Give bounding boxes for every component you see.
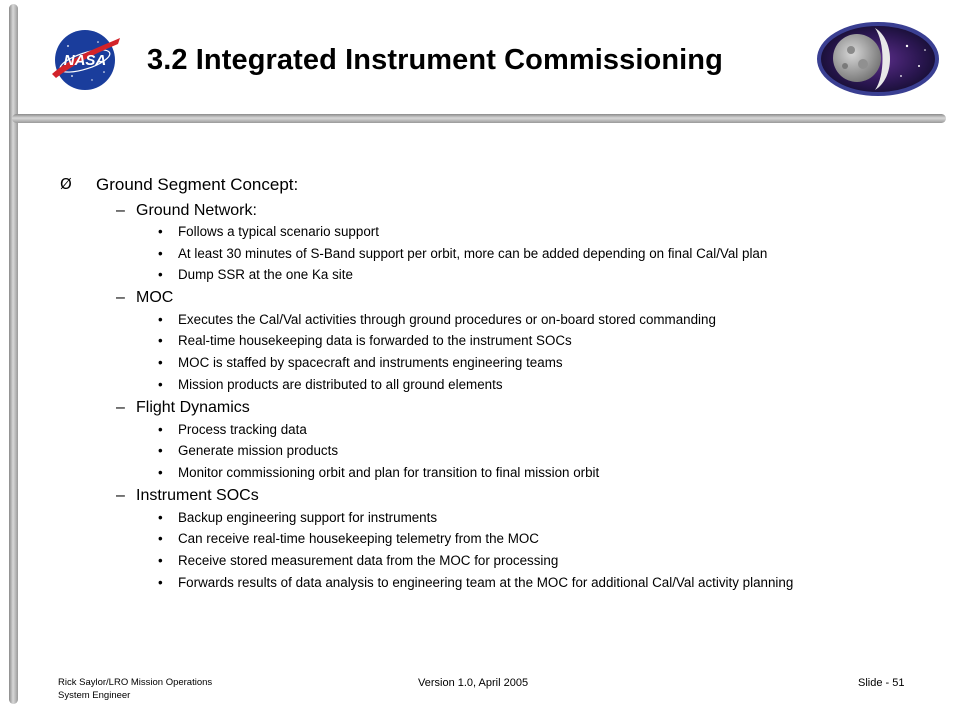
- list-item-text: Monitor commissioning orbit and plan for transition to final mission orbit: [178, 465, 600, 480]
- bullet-dot: •: [158, 224, 163, 239]
- footer-version: Version 1.0, April 2005: [418, 677, 529, 689]
- list-item-text: Dump SSR at the one Ka site: [178, 267, 353, 282]
- bullet-dot: •: [158, 422, 163, 437]
- subsection-label: Instrument SOCs: [136, 487, 259, 504]
- dash-bullet: –: [116, 289, 125, 306]
- subsection-label: MOC: [136, 289, 174, 306]
- bullet-dot: •: [158, 575, 163, 590]
- bullet-dot: •: [158, 246, 163, 261]
- bullet-dot: •: [158, 465, 163, 480]
- list-item-text: Receive stored measurement data from the MOC for processing: [178, 553, 559, 568]
- list-item-text: Mission products are distributed to all ground elements: [178, 377, 503, 392]
- subsection-label: Flight Dynamics: [136, 399, 250, 416]
- list-item-text: Follows a typical scenario support: [178, 224, 379, 239]
- slide-frame-vertical-bar: [9, 4, 18, 704]
- list-item-text: At least 30 minutes of S-Band support per orbit, more can be added depending on final Cal/Val plan: [178, 246, 768, 261]
- section-heading: Ground Segment Concept:: [96, 175, 299, 194]
- page-title: 3.2 Integrated Instrument Commissioning: [147, 44, 723, 76]
- nasa-logo-icon: [48, 28, 122, 92]
- list-item-text: Executes the Cal/Val activities through ground procedures or on-board stored commanding: [178, 312, 716, 327]
- lro-mission-logo-icon: [815, 20, 941, 98]
- bullet-dot: •: [158, 267, 163, 282]
- bullet-dot: •: [158, 377, 163, 392]
- bullet-dot: •: [158, 443, 163, 458]
- dash-bullet: –: [116, 487, 125, 504]
- footer-author-line2: System Engineer: [58, 690, 131, 701]
- subsection-label: Ground Network:: [136, 202, 257, 219]
- list-item-text: Forwards results of data analysis to engineering team at the MOC for additional Cal/Val activity planning: [178, 575, 794, 590]
- footer-author-line1: Rick Saylor/LRO Mission Operations: [58, 677, 213, 688]
- bullet-dot: •: [158, 333, 163, 348]
- slide-frame-horizontal-bar: [12, 114, 946, 123]
- nasa-logo-text: NASA: [63, 52, 107, 69]
- list-item-text: Can receive real-time housekeeping telemetry from the MOC: [178, 531, 539, 546]
- list-item-text: Real-time housekeeping data is forwarded to the instrument SOCs: [178, 333, 572, 348]
- bullet-dot: •: [158, 312, 163, 327]
- footer-author: [58, 676, 212, 702]
- bullet-dot: •: [158, 355, 163, 370]
- list-item-text: Process tracking data: [178, 422, 307, 437]
- dash-bullet: –: [116, 202, 125, 219]
- arrow-bullet-icon: Ø: [60, 175, 72, 193]
- footer-slide-number: Slide - 51: [858, 677, 905, 689]
- list-item-text: Backup engineering support for instruments: [178, 510, 438, 525]
- bullet-dot: •: [158, 531, 163, 546]
- list-item-text: MOC is staffed by spacecraft and instruments engineering teams: [178, 355, 563, 370]
- bullet-dot: •: [158, 510, 163, 525]
- dash-bullet: –: [116, 399, 125, 416]
- bullet-dot: •: [158, 553, 163, 568]
- list-item-text: Generate mission products: [178, 443, 339, 458]
